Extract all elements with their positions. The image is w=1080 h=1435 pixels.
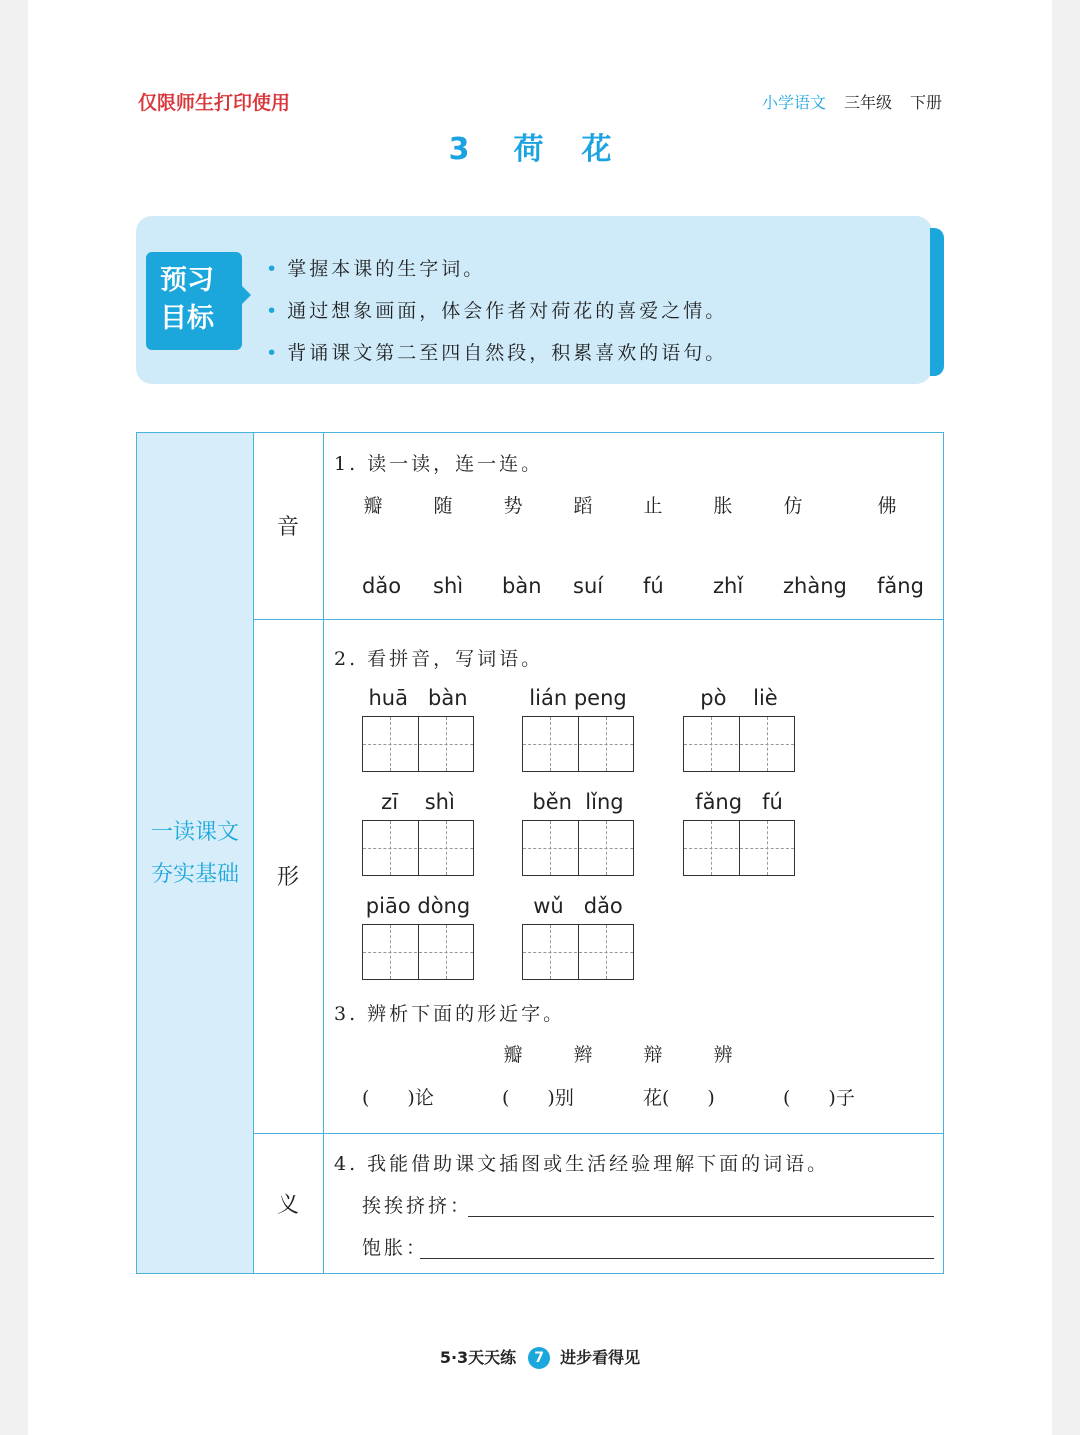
goals-box-accent <box>930 228 944 376</box>
writing-grid[interactable] <box>522 716 634 772</box>
section-title-line2: 夯实基础 <box>150 862 239 887</box>
question-1: 1. 读一读，连一连。 <box>334 453 544 475</box>
word-pinyin: wǔ dǎo <box>533 894 623 918</box>
category-meaning: 义 <box>276 1193 299 1218</box>
match-pinyin[interactable]: zhǐ <box>713 574 744 598</box>
page-number-badge: 7 <box>528 1347 550 1369</box>
bullet-icon: • <box>266 300 278 322</box>
match-pinyin[interactable]: fú <box>643 574 664 598</box>
goal-item: • 掌握本课的生字词。 <box>266 258 486 280</box>
question-4: 4. 我能借助课文插图或生活经验理解下面的词语。 <box>334 1153 830 1175</box>
similar-char: 辨 <box>713 1044 733 1066</box>
word-pinyin: zī shì <box>381 790 455 814</box>
footer-brand: 5·3天天练 <box>439 1348 517 1367</box>
match-char[interactable]: 仿 <box>783 495 803 517</box>
match-char[interactable]: 随 <box>433 495 453 517</box>
word-pinyin: huā bàn <box>368 686 468 710</box>
fill-blank[interactable]: ( )论 <box>362 1087 434 1109</box>
bullet-icon: • <box>266 342 278 364</box>
section-title <box>137 812 253 896</box>
preview-goals-tag <box>146 252 242 350</box>
term-label: 挨挨挤挤： <box>362 1195 473 1217</box>
match-char[interactable]: 止 <box>643 495 663 517</box>
lesson-title <box>0 124 1080 168</box>
writing-grid[interactable] <box>362 716 474 772</box>
grade-label: 三年级 <box>843 93 892 112</box>
goals-list <box>266 254 727 380</box>
similar-char: 瓣 <box>503 1044 523 1066</box>
match-char[interactable]: 蹈 <box>573 495 593 517</box>
fill-blank[interactable]: ( )别 <box>502 1087 574 1109</box>
match-pinyin[interactable]: dǎo <box>362 574 402 598</box>
page-footer <box>0 1345 1080 1369</box>
match-char[interactable]: 佛 <box>877 495 897 517</box>
goals-tag-line1: 预习 <box>160 265 214 296</box>
lesson-char-1: 荷 <box>513 132 546 167</box>
match-char[interactable]: 胀 <box>713 495 733 517</box>
word-pinyin: pò liè <box>700 686 778 710</box>
writing-grid[interactable] <box>683 820 795 876</box>
word-pinyin: lián peng <box>529 686 627 710</box>
category-sound: 音 <box>276 515 299 540</box>
match-char[interactable]: 瓣 <box>363 495 383 517</box>
question-2: 2. 看拼音，写词语。 <box>334 648 544 670</box>
subject-label: 小学语文 <box>761 93 826 112</box>
match-char[interactable]: 势 <box>503 495 523 517</box>
row-divider <box>253 619 943 620</box>
category-form: 形 <box>276 865 299 890</box>
book-info <box>744 90 942 113</box>
answer-line[interactable] <box>420 1258 934 1259</box>
word-pinyin: fǎng fú <box>695 790 783 814</box>
word-pinyin: piāo dòng <box>365 894 471 918</box>
writing-grid[interactable] <box>362 820 474 876</box>
section-title-line1: 一读课文 <box>150 820 239 845</box>
match-pinyin[interactable]: fǎng <box>877 574 924 598</box>
writing-grid[interactable] <box>362 924 474 980</box>
match-pinyin[interactable]: bàn <box>502 574 542 598</box>
similar-char: 辩 <box>643 1044 663 1066</box>
match-pinyin[interactable]: shì <box>433 574 464 598</box>
row-divider <box>253 1133 943 1134</box>
volume-label: 下册 <box>909 93 942 112</box>
similar-char: 辫 <box>573 1044 593 1066</box>
term-label: 饱胀： <box>362 1237 429 1259</box>
fill-blank[interactable]: 花( ) <box>643 1087 715 1109</box>
match-pinyin[interactable]: zhàng <box>783 574 847 598</box>
lesson-char-2: 花 <box>581 132 614 167</box>
fill-blank[interactable]: ( )子 <box>783 1087 855 1109</box>
answer-line[interactable] <box>468 1216 934 1217</box>
goal-item: • 背诵课文第二至四自然段，积累喜欢的语句。 <box>266 342 728 364</box>
word-pinyin: běn lǐng <box>532 790 624 814</box>
footer-slogan: 进步看得见 <box>560 1348 641 1367</box>
writing-grid[interactable] <box>522 924 634 980</box>
question-3: 3. 辨析下面的形近字。 <box>334 1003 566 1025</box>
table-divider <box>323 433 324 1273</box>
writing-grid[interactable] <box>522 820 634 876</box>
bullet-icon: • <box>266 258 278 280</box>
lesson-number: 3 <box>448 132 472 167</box>
goals-tag-line2: 目标 <box>160 303 214 334</box>
match-pinyin[interactable]: suí <box>573 574 604 598</box>
goal-item: • 通过想象画面，体会作者对荷花的喜爱之情。 <box>266 300 728 322</box>
print-notice: 仅限师生打印使用 <box>138 92 291 114</box>
writing-grid[interactable] <box>683 716 795 772</box>
